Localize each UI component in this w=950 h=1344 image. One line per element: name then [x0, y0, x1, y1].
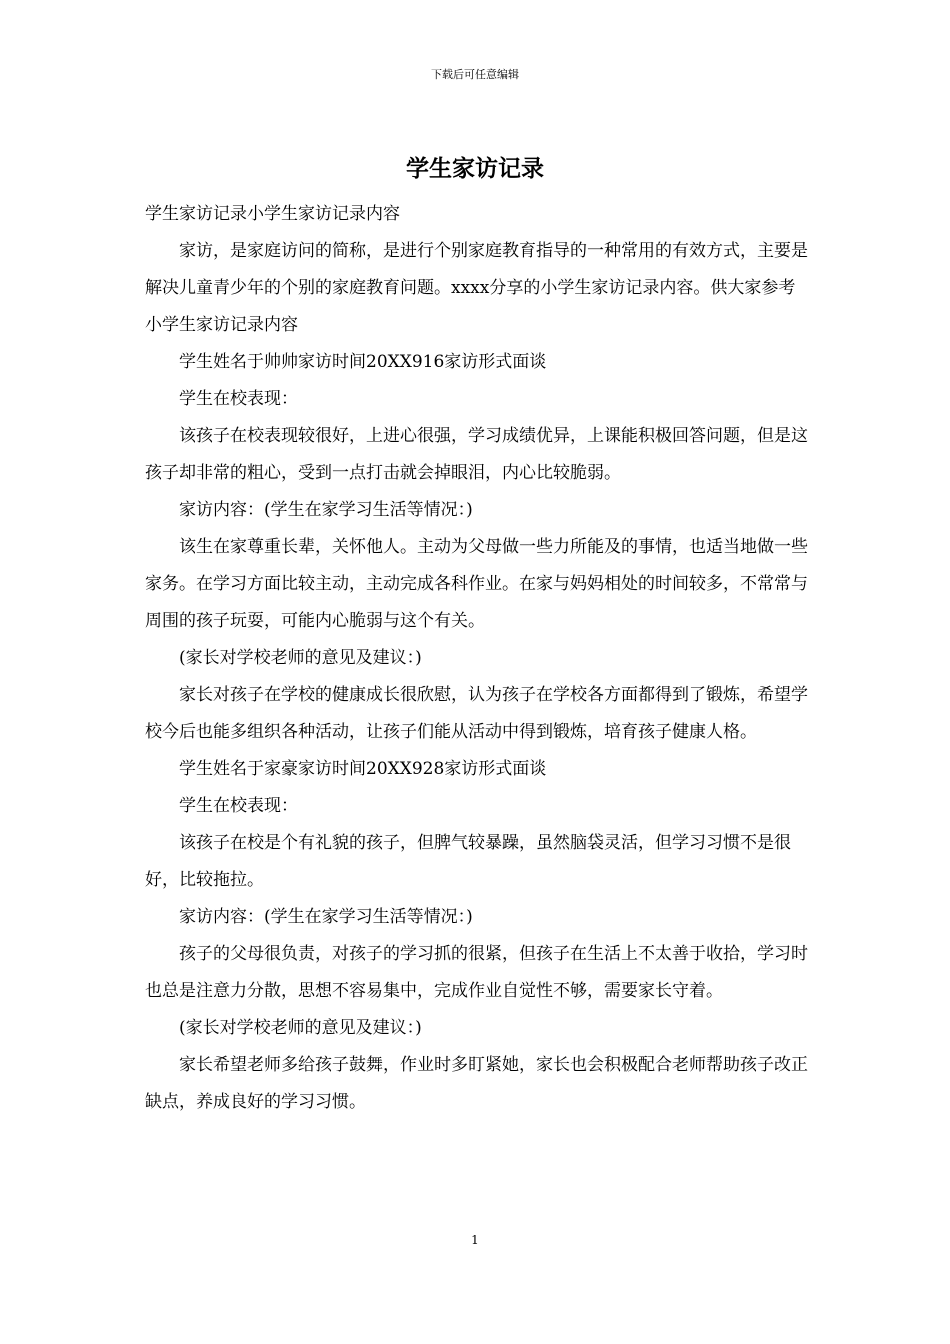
document-body: [145, 196, 809, 1121]
paragraph: 该生在家尊重长辈，关怀他人。主动为父母做一些力所能及的事情，也适当地做一些家务。在学习方面比较主动，主动完成各科作业。在家与妈妈相处的时间较多，不常常与周围的孩子玩耍，可能内心脆弱与这个有关。: [145, 537, 808, 631]
paragraph: 家访内容：(学生在家学习生活等情况：): [179, 500, 473, 520]
paragraph: 学生在校表现：: [179, 389, 298, 409]
paragraph: 家访，是家庭访问的简称，是进行个别家庭教育指导的一种常用的有效方式，主要是解决儿童青少年的个别的家庭教育问题。xxxx分享的小学生家访记录内容。供大家参考小学生家访记录内容: [145, 241, 808, 335]
paragraph: 孩子的父母很负责，对孩子的学习抓的很紧，但孩子在生活上不太善于收拾，学习时也总是注意力分散，思想不容易集中，完成作业自觉性不够，需要家长守着。: [145, 944, 808, 1001]
paragraph: (家长对学校老师的意见及建议：): [179, 648, 422, 668]
paragraph: 家访内容：(学生在家学习生活等情况：): [179, 907, 473, 927]
paragraph: 学生在校表现：: [179, 796, 298, 816]
paragraph: 该孩子在校表现较很好，上进心很强，学习成绩优异，上课能积极回答问题，但是这孩子却非常的粗心，受到一点打击就会掉眼泪，内心比较脆弱。: [145, 426, 808, 483]
paragraph: (家长对学校老师的意见及建议：): [179, 1018, 422, 1038]
paragraph: 家长希望老师多给孩子鼓舞，作业时多盯紧她，家长也会积极配合老师帮助孩子改正缺点，养成良好的学习习惯。: [145, 1055, 808, 1112]
paragraph: 家长对孩子在学校的健康成长很欣慰，认为孩子在学校各方面都得到了锻炼，希望学校今后也能多组织各种活动，让孩子们能从活动中得到锻炼，培育孩子健康人格。: [145, 685, 808, 742]
paragraph: 学生姓名于家豪家访时间20XX928家访形式面谈: [179, 759, 547, 779]
page-header: 下载后可任意编辑: [431, 68, 519, 81]
page-number: 1: [471, 1233, 479, 1247]
paragraph: 该孩子在校是个有礼貌的孩子，但脾气较暴躁，虽然脑袋灵活，但学习习惯不是很好，比较拖拉。: [145, 833, 791, 890]
paragraph-subtitle: 学生家访记录小学生家访记录内容: [145, 204, 400, 224]
document-title: 学生家访记录: [406, 155, 544, 182]
paragraph: 学生姓名于帅帅家访时间20XX916家访形式面谈: [179, 352, 547, 372]
